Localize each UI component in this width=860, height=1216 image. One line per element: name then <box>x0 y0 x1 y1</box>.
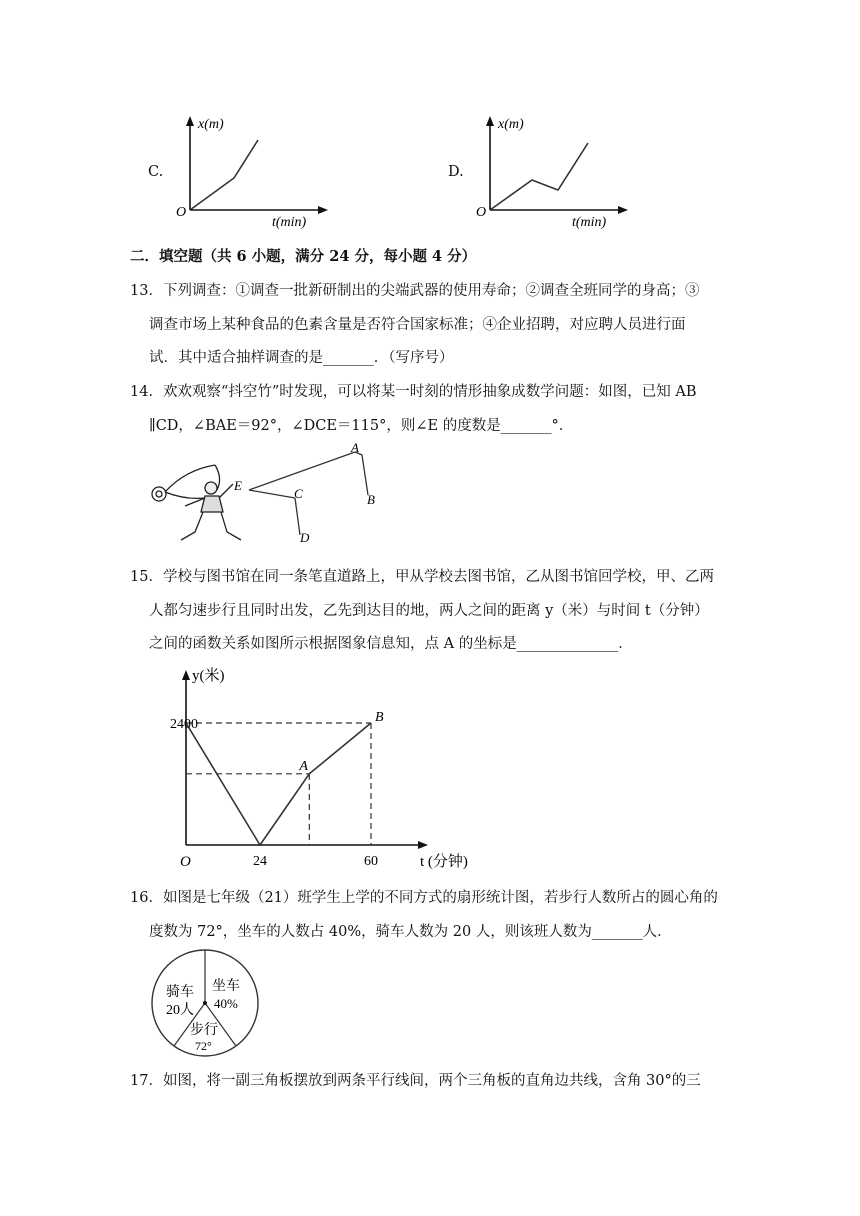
y-axis-arrow <box>182 670 190 680</box>
option-c-label: C. <box>148 164 164 180</box>
guide-lines <box>186 723 371 845</box>
x-tick-60: 60 <box>364 854 378 869</box>
y-tick-2400: 2400 <box>170 717 198 732</box>
pie-bike-label: 骑车 <box>166 985 194 1000</box>
option-d-ylabel: x(m) <box>498 117 524 132</box>
kongzhu-player-illustration <box>152 465 241 540</box>
q16-pie-chart <box>148 948 264 1060</box>
option-c-ylabel: x(m) <box>198 117 224 132</box>
q14-label-e: E <box>234 478 242 493</box>
q13-line2: 调查市场上某种食品的色素含量是否符合国家标准；④企业招聘，对应聘人员进行面 <box>149 317 686 333</box>
pie-walk-angle: 72° <box>195 1039 212 1053</box>
pie-bike-count: 20人 <box>166 1003 194 1018</box>
q14-label-d: D <box>300 530 310 545</box>
q13-line3: 试．其中适合抽样调查的是_______．（写序号） <box>149 350 454 366</box>
pie-car-pct: 40% <box>214 996 238 1011</box>
option-d-xlabel: t(min) <box>572 215 607 230</box>
x-axis-label: t (分钟) <box>420 854 468 870</box>
q16-line1: 16．如图是七年级（21）班学生上学的不同方式的扇形统计图，若步行人数所占的圆心角的 <box>130 890 718 906</box>
origin-label: O <box>180 854 191 870</box>
q14-figure <box>145 440 385 552</box>
q15-line2: 人都匀速步行且同时出发，乙先到达目的地，两人之间的距离 y（米）与时间 t（分钟） <box>149 603 709 619</box>
option-c-xlabel: t(min) <box>272 215 307 230</box>
q13-line1: 13．下列调查：①调查一批新研制出的尖端武器的使用寿命；②调查全班同学的身高；③ <box>130 283 700 299</box>
pie-walk-label: 步行 <box>190 1023 218 1038</box>
x-axis-arrow <box>418 841 428 849</box>
q14-label-a: A <box>351 440 359 455</box>
point-a-label: A <box>299 758 308 774</box>
q14-line2: ∥CD，∠BAE＝92°，∠DCE＝115°，则∠E 的度数是_______°． <box>149 418 574 434</box>
option-c-graph <box>172 110 337 235</box>
pie-car-label: 坐车 <box>212 979 240 994</box>
section-title: 二．填空题（共 6 小题，满分 24 分，每小题 4 分） <box>130 248 477 265</box>
q14-line1: 14．欢欢观察“抖空竹”时发现，可以将某一时刻的情形抽象成数学问题：如图，已知 AB <box>130 384 697 400</box>
option-d-graph <box>472 110 637 235</box>
q16-line2: 度数为 72°，坐车的人数占 40%，骑车人数为 20 人，则该班人数为_______人． <box>149 924 672 940</box>
q17-line1: 17．如图，将一副三角板摆放到两条平行线间，两个三角板的直角边共线，含角 30°的三 <box>130 1073 701 1089</box>
q15-line3: 之间的函数关系如图所示根据图象信息知，点 A 的坐标是______________． <box>149 636 633 652</box>
y-axis-label: y(米) <box>192 668 225 684</box>
q15-distance-time-chart <box>170 660 490 875</box>
option-d-origin: O <box>476 205 487 220</box>
option-d-label: D. <box>448 164 464 180</box>
x-tick-24: 24 <box>253 854 267 869</box>
option-c-origin: O <box>176 205 187 220</box>
q14-label-b: B <box>367 492 375 507</box>
series-line <box>186 723 371 845</box>
q14-label-c: C <box>294 486 303 501</box>
q15-line1: 15．学校与图书馆在同一条笔直道路上，甲从学校去图书馆，乙从图书馆回学校，甲、乙两 <box>130 569 714 585</box>
point-b-label: B <box>375 710 384 725</box>
